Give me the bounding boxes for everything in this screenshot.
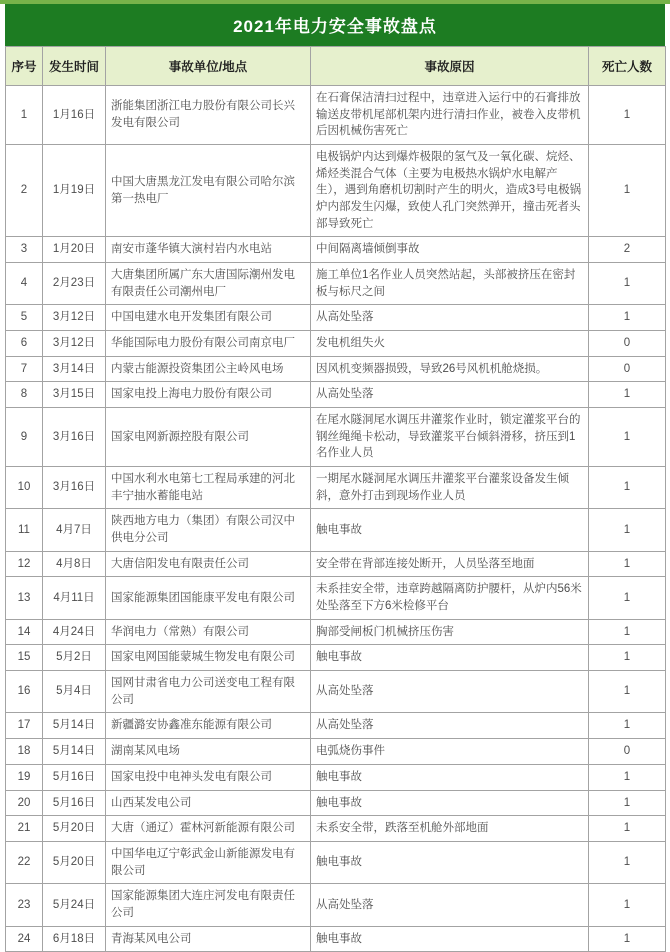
table-row	[6, 408, 666, 467]
row-accident-date: 3月16日	[43, 467, 106, 509]
row-accident-unit: 大唐信阳发电有限责任公司	[106, 551, 311, 577]
table-row	[6, 841, 666, 883]
row-serial-number: 17	[6, 713, 43, 739]
table-row	[6, 926, 666, 952]
row-death-count: 0	[589, 356, 666, 382]
row-accident-unit: 浙能集团浙江电力股份有限公司长兴发电有限公司	[106, 86, 311, 145]
header-accident-cause: 事故原因	[311, 47, 589, 86]
table-row	[6, 263, 666, 305]
row-accident-unit: 国家电网新源控股有限公司	[106, 408, 311, 467]
row-accident-cause: 从高处坠落	[311, 671, 589, 713]
header-serial-number: 序号	[6, 47, 43, 86]
row-accident-unit: 大唐集团所属广东大唐国际潮州发电有限责任公司潮州电厂	[106, 263, 311, 305]
row-accident-unit: 陕西地方电力（集团）有限公司汉中供电分公司	[106, 509, 311, 551]
row-accident-unit: 中国大唐黑龙江发电有限公司哈尔滨第一热电厂	[106, 145, 311, 237]
row-serial-number: 13	[6, 577, 43, 619]
row-serial-number: 7	[6, 356, 43, 382]
row-death-count: 1	[589, 382, 666, 408]
row-accident-date: 5月16日	[43, 764, 106, 790]
table-row	[6, 884, 666, 926]
row-accident-unit: 南安市蓬华镇大演村岩内水电站	[106, 237, 311, 263]
row-accident-cause: 触电事故	[311, 790, 589, 816]
row-death-count: 1	[589, 305, 666, 331]
row-serial-number: 20	[6, 790, 43, 816]
row-accident-date: 5月20日	[43, 816, 106, 842]
row-accident-date: 5月24日	[43, 884, 106, 926]
table-row	[6, 739, 666, 765]
table-row	[6, 551, 666, 577]
row-accident-unit: 国网甘肃省电力公司送变电工程有限公司	[106, 671, 311, 713]
row-death-count: 1	[589, 86, 666, 145]
table-row	[6, 237, 666, 263]
row-accident-date: 5月20日	[43, 841, 106, 883]
row-accident-cause: 电弧烧伤事件	[311, 739, 589, 765]
row-serial-number: 16	[6, 671, 43, 713]
row-accident-date: 3月14日	[43, 356, 106, 382]
row-serial-number: 19	[6, 764, 43, 790]
row-accident-cause: 从高处坠落	[311, 305, 589, 331]
row-accident-unit: 国家电投上海电力股份有限公司	[106, 382, 311, 408]
row-accident-cause: 因风机变频器损毁，导致26号风机机舱烧损。	[311, 356, 589, 382]
row-accident-date: 5月14日	[43, 713, 106, 739]
table-row	[6, 467, 666, 509]
row-accident-date: 3月15日	[43, 382, 106, 408]
row-accident-cause: 触电事故	[311, 841, 589, 883]
row-accident-cause: 从高处坠落	[311, 884, 589, 926]
table-row	[6, 145, 666, 237]
row-serial-number: 9	[6, 408, 43, 467]
row-accident-cause: 从高处坠落	[311, 713, 589, 739]
row-serial-number: 18	[6, 739, 43, 765]
row-accident-unit: 国家能源集团国能康平发电有限公司	[106, 577, 311, 619]
table-row	[6, 356, 666, 382]
row-accident-unit: 中国华电辽宁彰武金山新能源发电有限公司	[106, 841, 311, 883]
header-accident-unit: 事故单位/地点	[106, 47, 311, 86]
row-accident-unit: 湖南某风电场	[106, 739, 311, 765]
table-title-bar	[5, 4, 665, 46]
row-accident-date: 5月2日	[43, 645, 106, 671]
row-accident-cause: 胸部受闸板门机械挤压伤害	[311, 619, 589, 645]
row-death-count: 0	[589, 739, 666, 765]
row-death-count: 0	[589, 331, 666, 357]
row-accident-unit: 中国水利水电第七工程局承建的河北丰宁抽水蓄能电站	[106, 467, 311, 509]
table-row	[6, 577, 666, 619]
row-accident-cause: 在尾水隧洞尾水调压井灌浆作业时，锁定灌浆平台的钢丝绳绳卡松动，导致灌浆平台倾斜滑移，挤压到1名作业人员	[311, 408, 589, 467]
row-serial-number: 22	[6, 841, 43, 883]
row-accident-date: 1月16日	[43, 86, 106, 145]
row-accident-date: 4月8日	[43, 551, 106, 577]
row-death-count: 1	[589, 790, 666, 816]
table-row	[6, 816, 666, 842]
row-accident-date: 4月11日	[43, 577, 106, 619]
row-death-count: 1	[589, 713, 666, 739]
row-accident-cause: 未系挂安全带，违章跨越隔离防护腰杆，从炉内56米处坠落至下方6米检修平台	[311, 577, 589, 619]
page-title: 2021年电力安全事故盘点	[233, 17, 437, 36]
row-accident-unit: 华润电力（常熟）有限公司	[106, 619, 311, 645]
accident-table	[5, 46, 666, 952]
row-death-count: 1	[589, 263, 666, 305]
row-accident-cause: 施工单位1名作业人员突然站起，头部被挤压在密封板与标尺之间	[311, 263, 589, 305]
row-death-count: 1	[589, 509, 666, 551]
row-accident-date: 1月19日	[43, 145, 106, 237]
row-death-count: 1	[589, 145, 666, 237]
table-row	[6, 713, 666, 739]
row-accident-date: 3月16日	[43, 408, 106, 467]
row-death-count: 1	[589, 926, 666, 952]
row-accident-cause: 一期尾水隧洞尾水调压井灌浆平台灌浆设备发生倾斜，意外打击到现场作业人员	[311, 467, 589, 509]
row-accident-date: 4月24日	[43, 619, 106, 645]
row-death-count: 1	[589, 764, 666, 790]
row-serial-number: 8	[6, 382, 43, 408]
row-accident-date: 1月20日	[43, 237, 106, 263]
row-accident-unit: 华能国际电力股份有限公司南京电厂	[106, 331, 311, 357]
row-death-count: 1	[589, 619, 666, 645]
row-accident-cause: 发电机组失火	[311, 331, 589, 357]
row-accident-cause: 触电事故	[311, 926, 589, 952]
table-row	[6, 671, 666, 713]
row-accident-unit: 国家电投中电神头发电有限公司	[106, 764, 311, 790]
row-serial-number: 3	[6, 237, 43, 263]
row-accident-cause: 触电事故	[311, 764, 589, 790]
row-accident-cause: 安全带在背部连接处断开，人员坠落至地面	[311, 551, 589, 577]
row-accident-cause: 从高处坠落	[311, 382, 589, 408]
row-death-count: 1	[589, 671, 666, 713]
row-serial-number: 23	[6, 884, 43, 926]
table-header-row	[6, 47, 666, 86]
row-accident-unit: 新疆潞安协鑫准东能源有限公司	[106, 713, 311, 739]
row-serial-number: 5	[6, 305, 43, 331]
row-death-count: 1	[589, 645, 666, 671]
table-row	[6, 790, 666, 816]
row-accident-date: 3月12日	[43, 331, 106, 357]
row-accident-unit: 国家电网国能蒙城生物发电有限公司	[106, 645, 311, 671]
table-row	[6, 764, 666, 790]
row-death-count: 1	[589, 551, 666, 577]
table-row	[6, 305, 666, 331]
row-accident-unit: 大唐（通辽）霍林河新能源有限公司	[106, 816, 311, 842]
row-accident-cause: 触电事故	[311, 509, 589, 551]
row-accident-date: 5月16日	[43, 790, 106, 816]
row-accident-unit: 山西某发电公司	[106, 790, 311, 816]
row-accident-unit: 内蒙古能源投资集团公主岭风电场	[106, 356, 311, 382]
row-death-count: 1	[589, 408, 666, 467]
row-death-count: 1	[589, 841, 666, 883]
row-death-count: 1	[589, 884, 666, 926]
row-accident-date: 5月14日	[43, 739, 106, 765]
row-death-count: 1	[589, 577, 666, 619]
row-accident-cause: 电极锅炉内达到爆炸极限的氢气及一氧化碳、烷烃、烯烃类混合气体（主要为电极热水锅炉水电解产生），遇到角磨机切割时产生的明火，造成3号电极锅炉内部发生闪爆，致使人孔门突然弹开，撞击死者头部导致死亡	[311, 145, 589, 237]
row-serial-number: 14	[6, 619, 43, 645]
row-accident-date: 2月23日	[43, 263, 106, 305]
row-serial-number: 15	[6, 645, 43, 671]
row-death-count: 1	[589, 467, 666, 509]
table-body	[6, 86, 666, 952]
table-row	[6, 331, 666, 357]
row-death-count: 1	[589, 816, 666, 842]
row-accident-date: 6月18日	[43, 926, 106, 952]
table-row	[6, 645, 666, 671]
row-accident-date: 3月12日	[43, 305, 106, 331]
row-accident-unit: 国家能源集团大连庄河发电有限责任公司	[106, 884, 311, 926]
row-serial-number: 6	[6, 331, 43, 357]
row-serial-number: 11	[6, 509, 43, 551]
row-serial-number: 1	[6, 86, 43, 145]
row-serial-number: 12	[6, 551, 43, 577]
row-accident-unit: 中国电建水电开发集团有限公司	[106, 305, 311, 331]
table-row	[6, 382, 666, 408]
row-accident-date: 5月4日	[43, 671, 106, 713]
table-row	[6, 509, 666, 551]
row-serial-number: 21	[6, 816, 43, 842]
header-accident-date: 发生时间	[43, 47, 106, 86]
row-serial-number: 2	[6, 145, 43, 237]
header-death-count: 死亡人数	[589, 47, 666, 86]
row-serial-number: 4	[6, 263, 43, 305]
row-accident-cause: 未系安全带，跌落至机舱外部地面	[311, 816, 589, 842]
table-row	[6, 619, 666, 645]
row-serial-number: 24	[6, 926, 43, 952]
row-accident-cause: 中间隔离墙倾倒事故	[311, 237, 589, 263]
table-row	[6, 86, 666, 145]
row-accident-date: 4月7日	[43, 509, 106, 551]
row-serial-number: 10	[6, 467, 43, 509]
row-accident-unit: 青海某风电公司	[106, 926, 311, 952]
row-accident-cause: 触电事故	[311, 645, 589, 671]
row-accident-cause: 在石膏保洁清扫过程中，违章进入运行中的石膏排放输送皮带机尾部机架内进行清扫作业，被卷入皮带机后因机械伤害死亡	[311, 86, 589, 145]
row-death-count: 2	[589, 237, 666, 263]
